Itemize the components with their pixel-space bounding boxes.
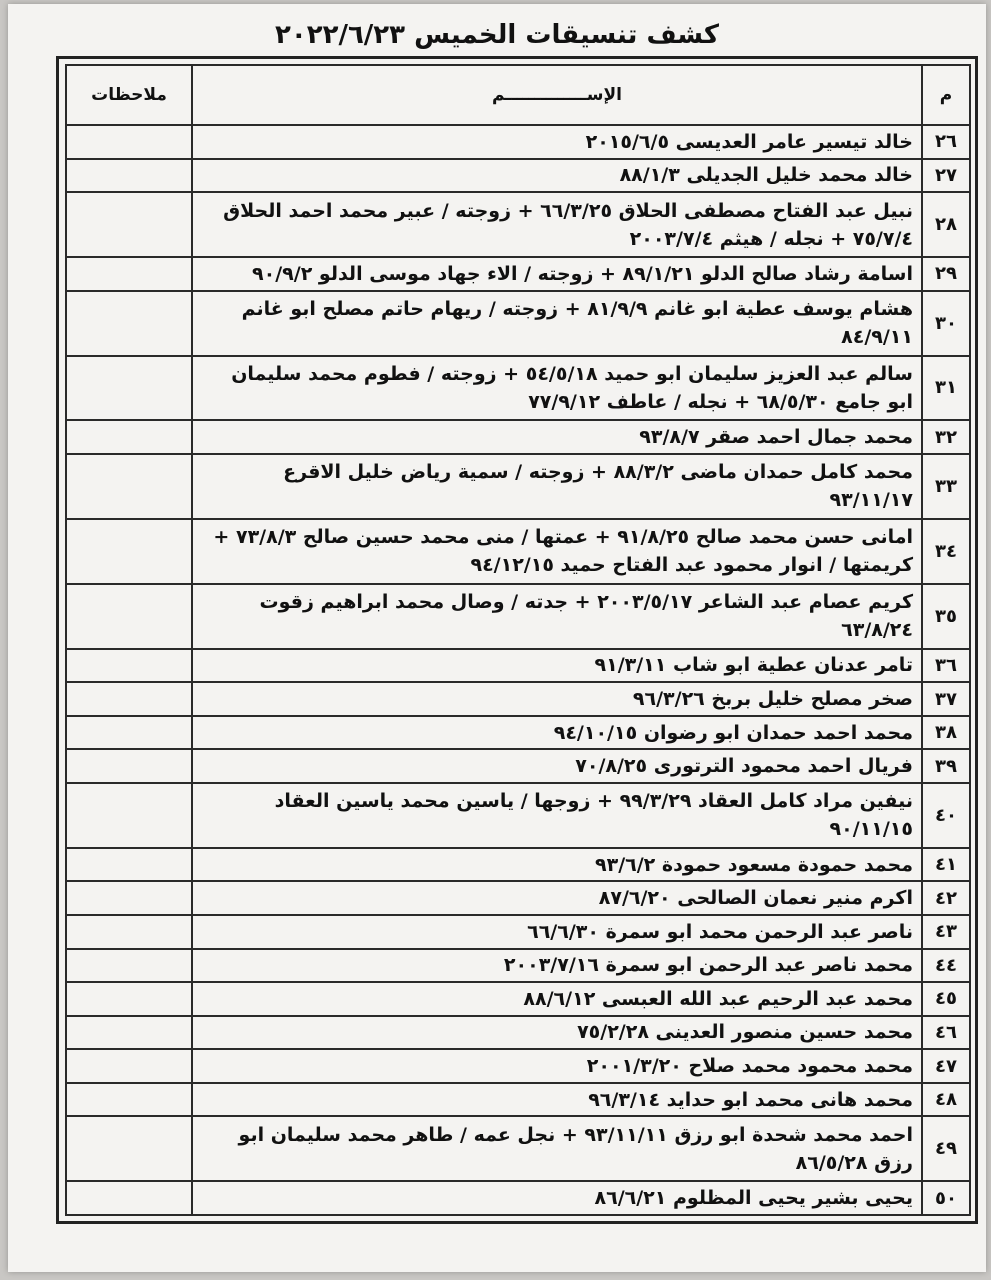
row-name: ناصر عبد الرحمن محمد ابو سمرة ٦٦/٦/٣٠ [192, 915, 922, 949]
row-notes [66, 519, 192, 584]
row-number: ٣٦ [922, 649, 970, 683]
row-number: ٣٣ [922, 454, 970, 519]
row-notes [66, 291, 192, 356]
row-number: ٥٠ [922, 1181, 970, 1215]
row-name: محمد محمود محمد صلاح ٢٠٠١/٣/٢٠ [192, 1049, 922, 1083]
row-notes [66, 949, 192, 983]
row-name: فريال احمد محمود الترتورى ٧٠/٨/٢٥ [192, 749, 922, 783]
row-number: ٤٨ [922, 1083, 970, 1117]
table-row [66, 1049, 970, 1083]
header-name: الإســــــــــــــم [192, 65, 922, 125]
row-name: محمد عبد الرحيم عبد الله العبسى ٨٨/٦/١٢ [192, 982, 922, 1016]
row-name: نبيل عبد الفتاح مصطفى الحلاق ٦٦/٣/٢٥ + زوجته / عبير محمد احمد الحلاق ٧٥/٧/٤ + نجله / هيثم ٢٠٠٣/٧/٤ [192, 192, 922, 257]
table-row [66, 1116, 970, 1181]
row-name: محمد ناصر عبد الرحمن ابو سمرة ٢٠٠٣/٧/١٦ [192, 949, 922, 983]
table-row [66, 783, 970, 848]
row-number: ٣١ [922, 356, 970, 421]
row-notes [66, 454, 192, 519]
row-notes [66, 1049, 192, 1083]
row-number: ٤٣ [922, 915, 970, 949]
row-name: كريم عصام عبد الشاعر ٢٠٠٣/٥/١٧ + جدته / وصال محمد ابراهيم زقوت ٦٣/٨/٢٤ [192, 584, 922, 649]
table-row [66, 649, 970, 683]
row-notes [66, 125, 192, 159]
row-notes [66, 848, 192, 882]
row-notes [66, 649, 192, 683]
row-notes [66, 716, 192, 750]
table-row [66, 519, 970, 584]
table-row [66, 192, 970, 257]
row-notes [66, 1116, 192, 1181]
roster-table [65, 64, 971, 1216]
table-row [66, 848, 970, 882]
row-notes [66, 257, 192, 291]
row-notes [66, 915, 192, 949]
row-name: خالد محمد خليل الجديلى ٨٨/١/٣ [192, 159, 922, 193]
table-row [66, 881, 970, 915]
table-row [66, 682, 970, 716]
row-name: محمد حسين منصور العدينى ٧٥/٢/٢٨ [192, 1016, 922, 1050]
table-row [66, 949, 970, 983]
row-number: ٤٥ [922, 982, 970, 1016]
row-name: محمد جمال احمد صقر ٩٣/٨/٧ [192, 420, 922, 454]
row-number: ٢٦ [922, 125, 970, 159]
row-number: ٤٦ [922, 1016, 970, 1050]
row-notes [66, 420, 192, 454]
row-number: ٣٤ [922, 519, 970, 584]
row-number: ٤٧ [922, 1049, 970, 1083]
table-row [66, 584, 970, 649]
row-number: ٤٠ [922, 783, 970, 848]
row-name: خالد تيسير عامر العديسى ٢٠١٥/٦/٥ [192, 125, 922, 159]
table-row [66, 915, 970, 949]
table-row [66, 125, 970, 159]
row-notes [66, 1016, 192, 1050]
row-notes [66, 1083, 192, 1117]
table-row [66, 257, 970, 291]
row-number: ٢٨ [922, 192, 970, 257]
header-notes: ملاحظات [66, 65, 192, 125]
table-row [66, 291, 970, 356]
row-notes [66, 749, 192, 783]
row-name: محمد هانى محمد ابو حدايد ٩٦/٣/١٤ [192, 1083, 922, 1117]
row-notes [66, 584, 192, 649]
row-number: ٣٢ [922, 420, 970, 454]
row-number: ٢٧ [922, 159, 970, 193]
document-page [8, 4, 986, 1272]
row-name: يحيى بشير يحيى المظلوم ٨٦/٦/٢١ [192, 1181, 922, 1215]
row-name: صخر مصلح خليل بربخ ٩٦/٣/٢٦ [192, 682, 922, 716]
table-row [66, 420, 970, 454]
row-notes [66, 982, 192, 1016]
row-name: نيفين مراد كامل العقاد ٩٩/٣/٢٩ + زوجها / ياسين محمد ياسين العقاد ٩٠/١١/١٥ [192, 783, 922, 848]
row-name: محمد حمودة مسعود حمودة ٩٣/٦/٢ [192, 848, 922, 882]
row-number: ٣٩ [922, 749, 970, 783]
row-number: ٤٩ [922, 1116, 970, 1181]
row-name: امانى حسن محمد صالح ٩١/٨/٢٥ + عمتها / منى محمد حسين صالح ٧٣/٨/٣ + كريمتها / انوار محمود عبد الفتاح حميد ٩٤/١٢/١٥ [192, 519, 922, 584]
row-name: محمد احمد حمدان ابو رضوان ٩٤/١٠/١٥ [192, 716, 922, 750]
row-number: ٣٨ [922, 716, 970, 750]
table-row [66, 1016, 970, 1050]
row-notes [66, 192, 192, 257]
table-row [66, 749, 970, 783]
header-number: م [922, 65, 970, 125]
row-notes [66, 881, 192, 915]
row-notes [66, 1181, 192, 1215]
table-row [66, 356, 970, 421]
row-name: تامر عدنان عطية ابو شاب ٩١/٣/١١ [192, 649, 922, 683]
row-number: ٤٤ [922, 949, 970, 983]
table-row [66, 1181, 970, 1215]
row-notes [66, 783, 192, 848]
row-number: ٤٢ [922, 881, 970, 915]
row-number: ٢٩ [922, 257, 970, 291]
page-title: كشف تنسيقات الخميس ٢٠٢٢/٦/٢٣ [274, 20, 720, 50]
table-row [66, 716, 970, 750]
row-notes [66, 356, 192, 421]
row-number: ٣٠ [922, 291, 970, 356]
row-notes [66, 682, 192, 716]
row-name: سالم عبد العزيز سليمان ابو حميد ٥٤/٥/١٨ + زوجته / فطوم محمد سليمان ابو جامع ٦٨/٥/٣٠ + نجله / عاطف ٧٧/٩/١٢ [192, 356, 922, 421]
table-row [66, 1083, 970, 1117]
header-row [66, 65, 970, 125]
table-row [66, 159, 970, 193]
row-name: محمد كامل حمدان ماضى ٨٨/٣/٢ + زوجته / سمية رياض خليل الاقرع ٩٣/١١/١٧ [192, 454, 922, 519]
table-row [66, 454, 970, 519]
row-name: اسامة رشاد صالح الدلو ٨٩/١/٢١ + زوجته / الاء جهاد موسى الدلو ٩٠/٩/٢ [192, 257, 922, 291]
row-name: هشام يوسف عطية ابو غانم ٨١/٩/٩ + زوجته / ريهام حاتم مصلح ابو غانم ٨٤/٩/١١ [192, 291, 922, 356]
row-number: ٤١ [922, 848, 970, 882]
row-notes [66, 159, 192, 193]
row-name: اكرم منير نعمان الصالحى ٨٧/٦/٢٠ [192, 881, 922, 915]
row-number: ٣٥ [922, 584, 970, 649]
table-row [66, 982, 970, 1016]
row-number: ٣٧ [922, 682, 970, 716]
row-name: احمد محمد شحدة ابو رزق ٩٣/١١/١١ + نجل عمه / طاهر محمد سليمان ابو رزق ٨٦/٥/٢٨ [192, 1116, 922, 1181]
